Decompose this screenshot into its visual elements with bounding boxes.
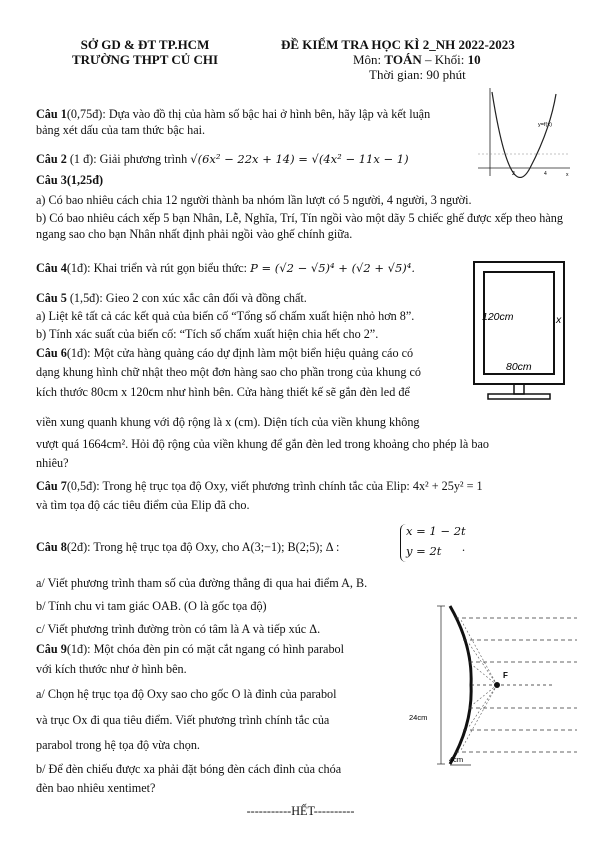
q4-label: Câu 4 — [36, 261, 67, 275]
q8-text: Trong hệ trục tọa độ Oxy, cho A(3;−1); B(2;5); Δ : — [93, 540, 340, 554]
question-3 — [36, 172, 103, 188]
question-9 — [36, 641, 344, 657]
focus-label: F — [503, 671, 508, 680]
q8-part-b: b/ Tính chu vi tam giác OAB. (O là gốc tọa độ) — [36, 599, 267, 613]
end-marker: -----------HẾT---------- — [246, 804, 355, 818]
question-6-line-1 — [36, 345, 413, 361]
q9-part-a-1: a/ Chọn hệ trục tọa độ Oxy sao cho gốc O là đỉnh của parabol — [36, 687, 337, 701]
q5-text: Gieo 2 con xúc xắc cân đối và đồng chất. — [105, 291, 307, 305]
school-name: TRƯỜNG THPT CỦ CHI — [71, 52, 219, 67]
q9-points: (1đ): — [66, 642, 91, 656]
q1-label: Câu 1 — [36, 107, 67, 121]
question-8 — [36, 539, 339, 555]
graph-tick-2: 2 — [512, 171, 515, 177]
q3-label: Câu 3 — [36, 173, 67, 187]
q8-system-eq-2: y = 2t — [406, 544, 442, 558]
parabola-curve — [492, 92, 556, 178]
q5-part-b: b) Tính xác suất của biến cố: “Tích số chấm xuất hiện chia hết cho 2”. — [36, 327, 379, 341]
q2-text: Giải phương trình — [99, 152, 188, 166]
exam-title: ĐỀ KIỂM TRA HỌC KÌ 2_NH 2022-2023 — [281, 37, 515, 52]
frame-border-label: x — [556, 314, 562, 326]
question-5 — [36, 290, 307, 306]
frame-post — [514, 384, 524, 394]
q2-equation: √(6x² − 22x + 14) = √(4x² − 11x − 1) — [190, 152, 409, 166]
q4-points: (1đ): — [66, 261, 91, 275]
q4-text: Khai triển và rút gọn biểu thức: — [93, 261, 248, 275]
q8-label: Câu 8 — [36, 540, 67, 554]
q8-part-a: a/ Viết phương trình tham số của đường thẳng đi qua hai điểm A, B. — [36, 576, 368, 590]
grade: 10 — [467, 52, 481, 67]
q9-text-1: Một chóa đèn pin có mặt cắt ngang có hình parabol — [93, 642, 345, 656]
q6-text-6: nhiêu? — [36, 456, 69, 470]
q2-label: Câu 2 — [36, 152, 67, 166]
q8-system-eq-1: x = 1 − 2t — [406, 524, 466, 538]
q3-part-a: a) Có bao nhiêu cách chia 12 người thành ba nhóm lần lượt có 5 người, 4 người, 3 người. — [36, 193, 472, 207]
q4-expression: P = (√2 − √5)⁴ + (√2 + √5)⁴. — [250, 261, 416, 275]
q1-text: Dựa vào đồ thị của hàm số bậc hai ở hình bên, hãy lập và kết luận bảng xét dấu của tam thức bậc hai. — [36, 107, 431, 138]
q9-text-2: với kích thước như ở hình bên. — [36, 662, 187, 676]
q3-part-b: b) Có bao nhiêu cách xếp 5 bạn Nhân, Lễ, Nghĩa, Trí, Tín ngồi vào một dãy 5 chiếc ghế được xếp theo hàng ngang sao cho bạn Nhân nhất định phải ngồi vào ghế chính giữa. — [36, 211, 563, 242]
inner-frame — [484, 272, 554, 374]
q8-points: (2đ): — [66, 540, 91, 554]
q2-points: (1 đ): — [69, 152, 97, 166]
lamp-height-label: 24cm — [409, 713, 428, 722]
frame-width-label: 80cm — [506, 361, 532, 373]
subject: TOÁN — [384, 52, 422, 67]
q7-text-1: Trong hệ trục tọa độ Oxy, viết phương trình chính tắc của Elip: 4x² + 25y² = 1 — [102, 479, 483, 493]
q6-text-5: vượt quá 1664cm². Hỏi độ rộng của viền khung để gắn đèn led trong khoảng cho phép là bao — [36, 437, 489, 451]
q6-text-3: kích thước 80cm x 120cm như hình bên. Cửa hàng thiết kế sẽ gắn đèn led để — [36, 385, 410, 399]
flashlight-parabola-figure — [405, 598, 581, 774]
q8-system-end: . — [462, 540, 466, 554]
q9-label: Câu 9 — [36, 642, 67, 656]
question-1 — [36, 106, 456, 139]
q6-text-2: dạng khung hình chữ nhật theo một đơn hàng sao cho phần trong của khung có — [36, 365, 422, 379]
q5-part-a: a) Liệt kê tất cả các kết quả của biến cố “Tổng số chấm xuất hiện nhỏ hơn 8”. — [36, 309, 415, 323]
exam-time: Thời gian: 90 phút — [369, 67, 466, 82]
q3-points: (1,25đ) — [66, 173, 104, 187]
q9-part-a-3: parabol trong hệ tọa độ vừa chọn. — [36, 738, 200, 752]
q6-points: (1đ): — [66, 346, 91, 360]
lamp-depth-label: 4cm — [449, 755, 464, 764]
q9-part-b-2: đèn bao nhiêu xentimet? — [36, 781, 156, 795]
question-2 — [36, 151, 409, 168]
graph-fx-label: y=f(x) — [538, 122, 552, 128]
question-4 — [36, 260, 415, 277]
q5-label: Câu 5 — [36, 291, 67, 305]
q9-part-b-1: b/ Để đèn chiếu được xa phải đặt bóng đèn cách đỉnh của chóa — [36, 762, 342, 776]
q6-text-4: viền xung quanh khung với độ rộng là x (cm). Diện tích của viền khung không — [36, 415, 420, 429]
focus-point — [494, 682, 500, 688]
quadratic-graph-figure — [468, 86, 574, 178]
q9-part-a-2: và trục Ox đi qua tiêu điểm. Viết phương trình chính tắc của — [36, 713, 330, 727]
sign-frame-figure — [470, 260, 576, 410]
dept-name: SỞ GD & ĐT TP.HCM — [80, 37, 210, 52]
q1-points: (0,75đ): — [66, 107, 106, 121]
q7-label: Câu 7 — [36, 479, 67, 493]
lamp-parabola — [450, 606, 471, 764]
graph-tick-4: 4 — [544, 171, 547, 177]
graph-x-label: x — [566, 172, 569, 178]
q7-text-2: và tìm tọa độ các tiêu điểm của Elip đã cho. — [36, 498, 250, 512]
question-7 — [36, 478, 483, 494]
frame-height-label: 120cm — [482, 311, 514, 323]
grade-label: – Khối: — [425, 52, 465, 67]
q6-text-1: Một cửa hàng quảng cáo dự định làm một biển hiệu quảng cáo có — [93, 346, 414, 360]
frame-base — [488, 394, 550, 399]
q7-points: (0,5đ): — [66, 479, 100, 493]
q5-points: (1,5đ): — [69, 291, 103, 305]
q8-part-c: c/ Viết phương trình đường tròn có tâm là A và tiếp xúc Δ. — [36, 622, 321, 636]
q6-label: Câu 6 — [36, 346, 67, 360]
subject-label: Môn: — [353, 52, 382, 67]
